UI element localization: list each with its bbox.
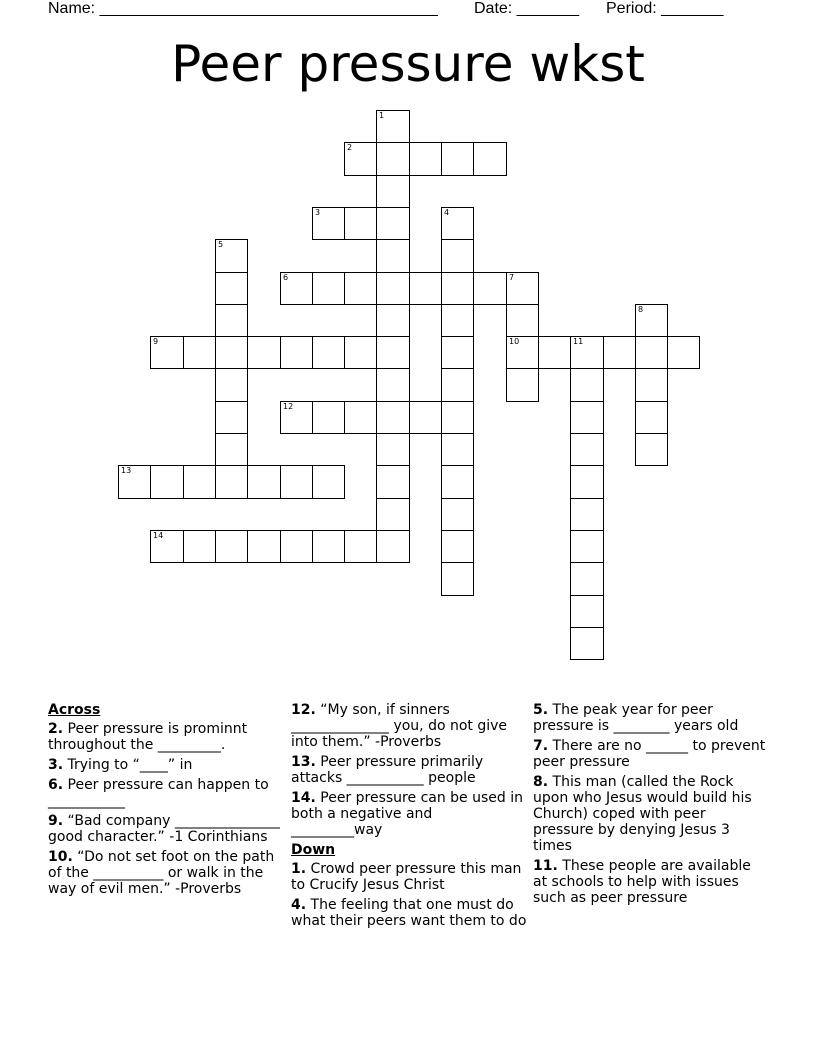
clue-number: 3. <box>48 757 64 773</box>
crossword-cell[interactable] <box>280 336 313 369</box>
crossword-cell[interactable] <box>570 627 604 660</box>
clue-number: 12. <box>291 702 316 718</box>
clue-number: 7. <box>533 738 549 754</box>
clue-item <box>291 897 527 929</box>
clue-item <box>291 754 527 786</box>
crossword-cell[interactable] <box>247 336 281 369</box>
crossword-cell[interactable] <box>376 368 410 402</box>
clue-number: 9. <box>48 813 64 829</box>
crossword-cell[interactable] <box>441 336 474 369</box>
crossword-cell[interactable] <box>280 530 313 563</box>
clues-column-1 <box>48 702 284 901</box>
crossword-cell[interactable] <box>441 465 474 499</box>
crossword-cell[interactable] <box>570 562 604 596</box>
crossword-cell[interactable] <box>506 272 539 305</box>
crossword-cell[interactable] <box>376 433 410 466</box>
crossword-cell[interactable] <box>280 401 313 434</box>
crossword-cell[interactable] <box>635 401 668 434</box>
crossword-cell[interactable] <box>312 207 345 240</box>
crossword-cell[interactable] <box>183 530 216 563</box>
crossword-cell[interactable] <box>376 207 410 240</box>
cell-number: 12 <box>283 402 294 411</box>
crossword-cell[interactable] <box>247 465 281 499</box>
crossword-cell[interactable] <box>635 336 668 369</box>
crossword-cell[interactable] <box>635 433 668 466</box>
clue-item <box>48 849 284 897</box>
crossword-cell[interactable] <box>441 142 474 176</box>
crossword-cell[interactable] <box>441 530 474 563</box>
crossword-cell[interactable] <box>150 530 184 563</box>
crossword-cell[interactable] <box>570 336 604 369</box>
crossword-cell[interactable] <box>376 465 410 499</box>
clue-text: Peer pressure is prominnt throughout the _________. <box>48 721 248 753</box>
across-heading: Across <box>48 702 101 718</box>
clue-number: 1. <box>291 861 307 877</box>
crossword-cell[interactable] <box>376 336 410 369</box>
crossword-cell[interactable] <box>506 368 539 402</box>
crossword-cell[interactable] <box>312 272 345 305</box>
crossword-cell[interactable] <box>441 433 474 466</box>
clue-number: 2. <box>48 721 64 737</box>
clues-column-3 <box>533 702 769 910</box>
crossword-cell[interactable] <box>215 401 248 434</box>
crossword-cell[interactable] <box>441 401 474 434</box>
clue-number: 11. <box>533 858 558 874</box>
crossword-cell[interactable] <box>344 142 377 176</box>
clue-item <box>48 757 284 773</box>
crossword-cell[interactable] <box>635 368 668 402</box>
crossword-cell[interactable] <box>506 336 539 369</box>
cell-number: 5 <box>218 240 224 249</box>
cell-number: 6 <box>283 273 289 282</box>
crossword-cell[interactable] <box>344 336 377 369</box>
crossword-cell[interactable] <box>635 304 668 337</box>
crossword-cell[interactable] <box>570 401 604 434</box>
clue-number: 5. <box>533 702 549 718</box>
clue-text: There are no ______ to prevent peer pressure <box>533 738 766 770</box>
cell-number: 9 <box>153 337 159 346</box>
cell-number: 14 <box>153 531 164 540</box>
crossword-cell[interactable] <box>150 465 184 499</box>
crossword-cell[interactable] <box>215 368 248 402</box>
crossword-cell[interactable] <box>215 465 248 499</box>
clue-item <box>291 861 527 893</box>
period-field-label: Period: _______ <box>606 0 724 17</box>
crossword-cell[interactable] <box>570 498 604 531</box>
crossword-cell[interactable] <box>473 272 507 305</box>
clue-number: 14. <box>291 790 316 806</box>
clue-number: 8. <box>533 774 549 790</box>
crossword-cell[interactable] <box>247 530 281 563</box>
crossword-cell[interactable] <box>506 304 539 337</box>
clue-text: Trying to “____” in <box>67 757 193 773</box>
crossword-cell[interactable] <box>376 175 410 208</box>
cell-number: 8 <box>638 305 644 314</box>
crossword-cell[interactable] <box>376 304 410 337</box>
crossword-cell[interactable] <box>570 595 604 628</box>
crossword-cell[interactable] <box>183 465 216 499</box>
cell-number: 13 <box>121 466 132 475</box>
crossword-cell[interactable] <box>441 304 474 337</box>
clue-text: “My son, if sinners ______________ you, do not give into them.” -Proverbs <box>291 702 508 750</box>
crossword-cell[interactable] <box>441 368 474 402</box>
clue-text: The feeling that one must do what their peers want them to do <box>291 897 527 929</box>
crossword-cell[interactable] <box>441 207 474 240</box>
clue-item <box>48 777 284 809</box>
clue-item <box>291 790 527 838</box>
clue-text: These people are available at schools to help with issues such as peer pressure <box>533 858 751 906</box>
crossword-cell[interactable] <box>473 142 507 176</box>
crossword-cell[interactable] <box>376 401 410 434</box>
crossword-cell[interactable] <box>441 239 474 273</box>
crossword-cell[interactable] <box>215 336 248 369</box>
cell-number: 11 <box>573 337 584 346</box>
cell-number: 10 <box>509 337 520 346</box>
cell-number: 4 <box>444 208 450 217</box>
crossword-cell[interactable] <box>570 433 604 466</box>
crossword-cell[interactable] <box>344 207 377 240</box>
crossword-cell[interactable] <box>215 272 248 305</box>
crossword-cell[interactable] <box>280 272 313 305</box>
crossword-cell[interactable] <box>312 336 345 369</box>
clue-text: “Bad company _______________ good character.” -1 Corinthians <box>48 813 280 845</box>
crossword-cell[interactable] <box>570 530 604 563</box>
crossword-cell[interactable] <box>409 401 442 434</box>
crossword-cell[interactable] <box>538 336 571 369</box>
crossword-cell[interactable] <box>150 336 184 369</box>
crossword-cell[interactable] <box>409 272 442 305</box>
clue-text: This man (called the Rock upon who Jesus would build his Church) coped with peer pressure by denying Jesus 3 times <box>533 774 752 854</box>
crossword-cell[interactable] <box>183 336 216 369</box>
crossword-cell[interactable] <box>376 530 410 563</box>
clue-number: 10. <box>48 849 73 865</box>
clue-item <box>533 702 769 734</box>
down-heading: Down <box>291 842 336 858</box>
clue-number: 6. <box>48 777 64 793</box>
crossword-cell[interactable] <box>570 368 604 402</box>
name-field-label: Name: ______________________________________ <box>48 0 438 17</box>
crossword-cell[interactable] <box>441 498 474 531</box>
crossword-cell[interactable] <box>344 530 377 563</box>
cell-number: 3 <box>315 208 321 217</box>
clue-text: Peer pressure primarily attacks ___________ people <box>291 754 484 786</box>
clue-text: “Do not set foot on the path of the __________ or walk in the way of evil men.” -Proverbs <box>48 849 275 897</box>
date-field-label: Date: _______ <box>474 0 579 17</box>
crossword-cell[interactable] <box>667 336 700 369</box>
clue-item <box>533 858 769 906</box>
crossword-cell[interactable] <box>280 465 313 499</box>
clue-item <box>533 774 769 854</box>
crossword-cell[interactable] <box>312 465 345 499</box>
crossword-cell[interactable] <box>344 401 377 434</box>
clue-text: The peak year for peer pressure is ________ years old <box>533 702 739 734</box>
crossword-cell[interactable] <box>118 465 151 499</box>
cell-number: 1 <box>379 111 385 120</box>
down-clues <box>291 861 527 929</box>
crossword-cell[interactable] <box>603 336 636 369</box>
clue-item <box>291 702 527 750</box>
crossword-cell[interactable] <box>376 239 410 273</box>
worksheet-title: Peer pressure wkst <box>171 35 645 93</box>
across-clues-continued <box>291 702 527 838</box>
clues-column-2 <box>291 702 527 933</box>
clue-text: Crowd peer pressure this man to Crucify Jesus Christ <box>291 861 522 893</box>
crossword-cell[interactable] <box>376 142 410 176</box>
crossword-cell[interactable] <box>570 465 604 499</box>
crossword-cell[interactable] <box>312 401 345 434</box>
crossword-cell[interactable] <box>409 142 442 176</box>
clue-item <box>48 721 284 753</box>
crossword-cell[interactable] <box>215 433 248 466</box>
clue-number: 4. <box>291 897 307 913</box>
clue-number: 13. <box>291 754 316 770</box>
crossword-cell[interactable] <box>376 498 410 531</box>
crossword-cell[interactable] <box>441 272 474 305</box>
clue-item <box>533 738 769 770</box>
clue-text: Peer pressure can happen to ___________ <box>48 777 269 809</box>
clue-text: Peer pressure can be used in both a negative and _________way <box>291 790 523 838</box>
crossword-cell[interactable] <box>441 562 474 596</box>
cell-number: 2 <box>347 143 353 152</box>
crossword-cell[interactable] <box>376 272 410 305</box>
crossword-cell[interactable] <box>215 304 248 337</box>
crossword-cell[interactable] <box>312 530 345 563</box>
crossword-cell[interactable] <box>344 272 377 305</box>
crossword-cell[interactable] <box>215 530 248 563</box>
cell-number: 7 <box>509 273 515 282</box>
crossword-cell[interactable] <box>215 239 248 273</box>
clue-item <box>48 813 284 845</box>
crossword-cell[interactable] <box>376 110 410 143</box>
